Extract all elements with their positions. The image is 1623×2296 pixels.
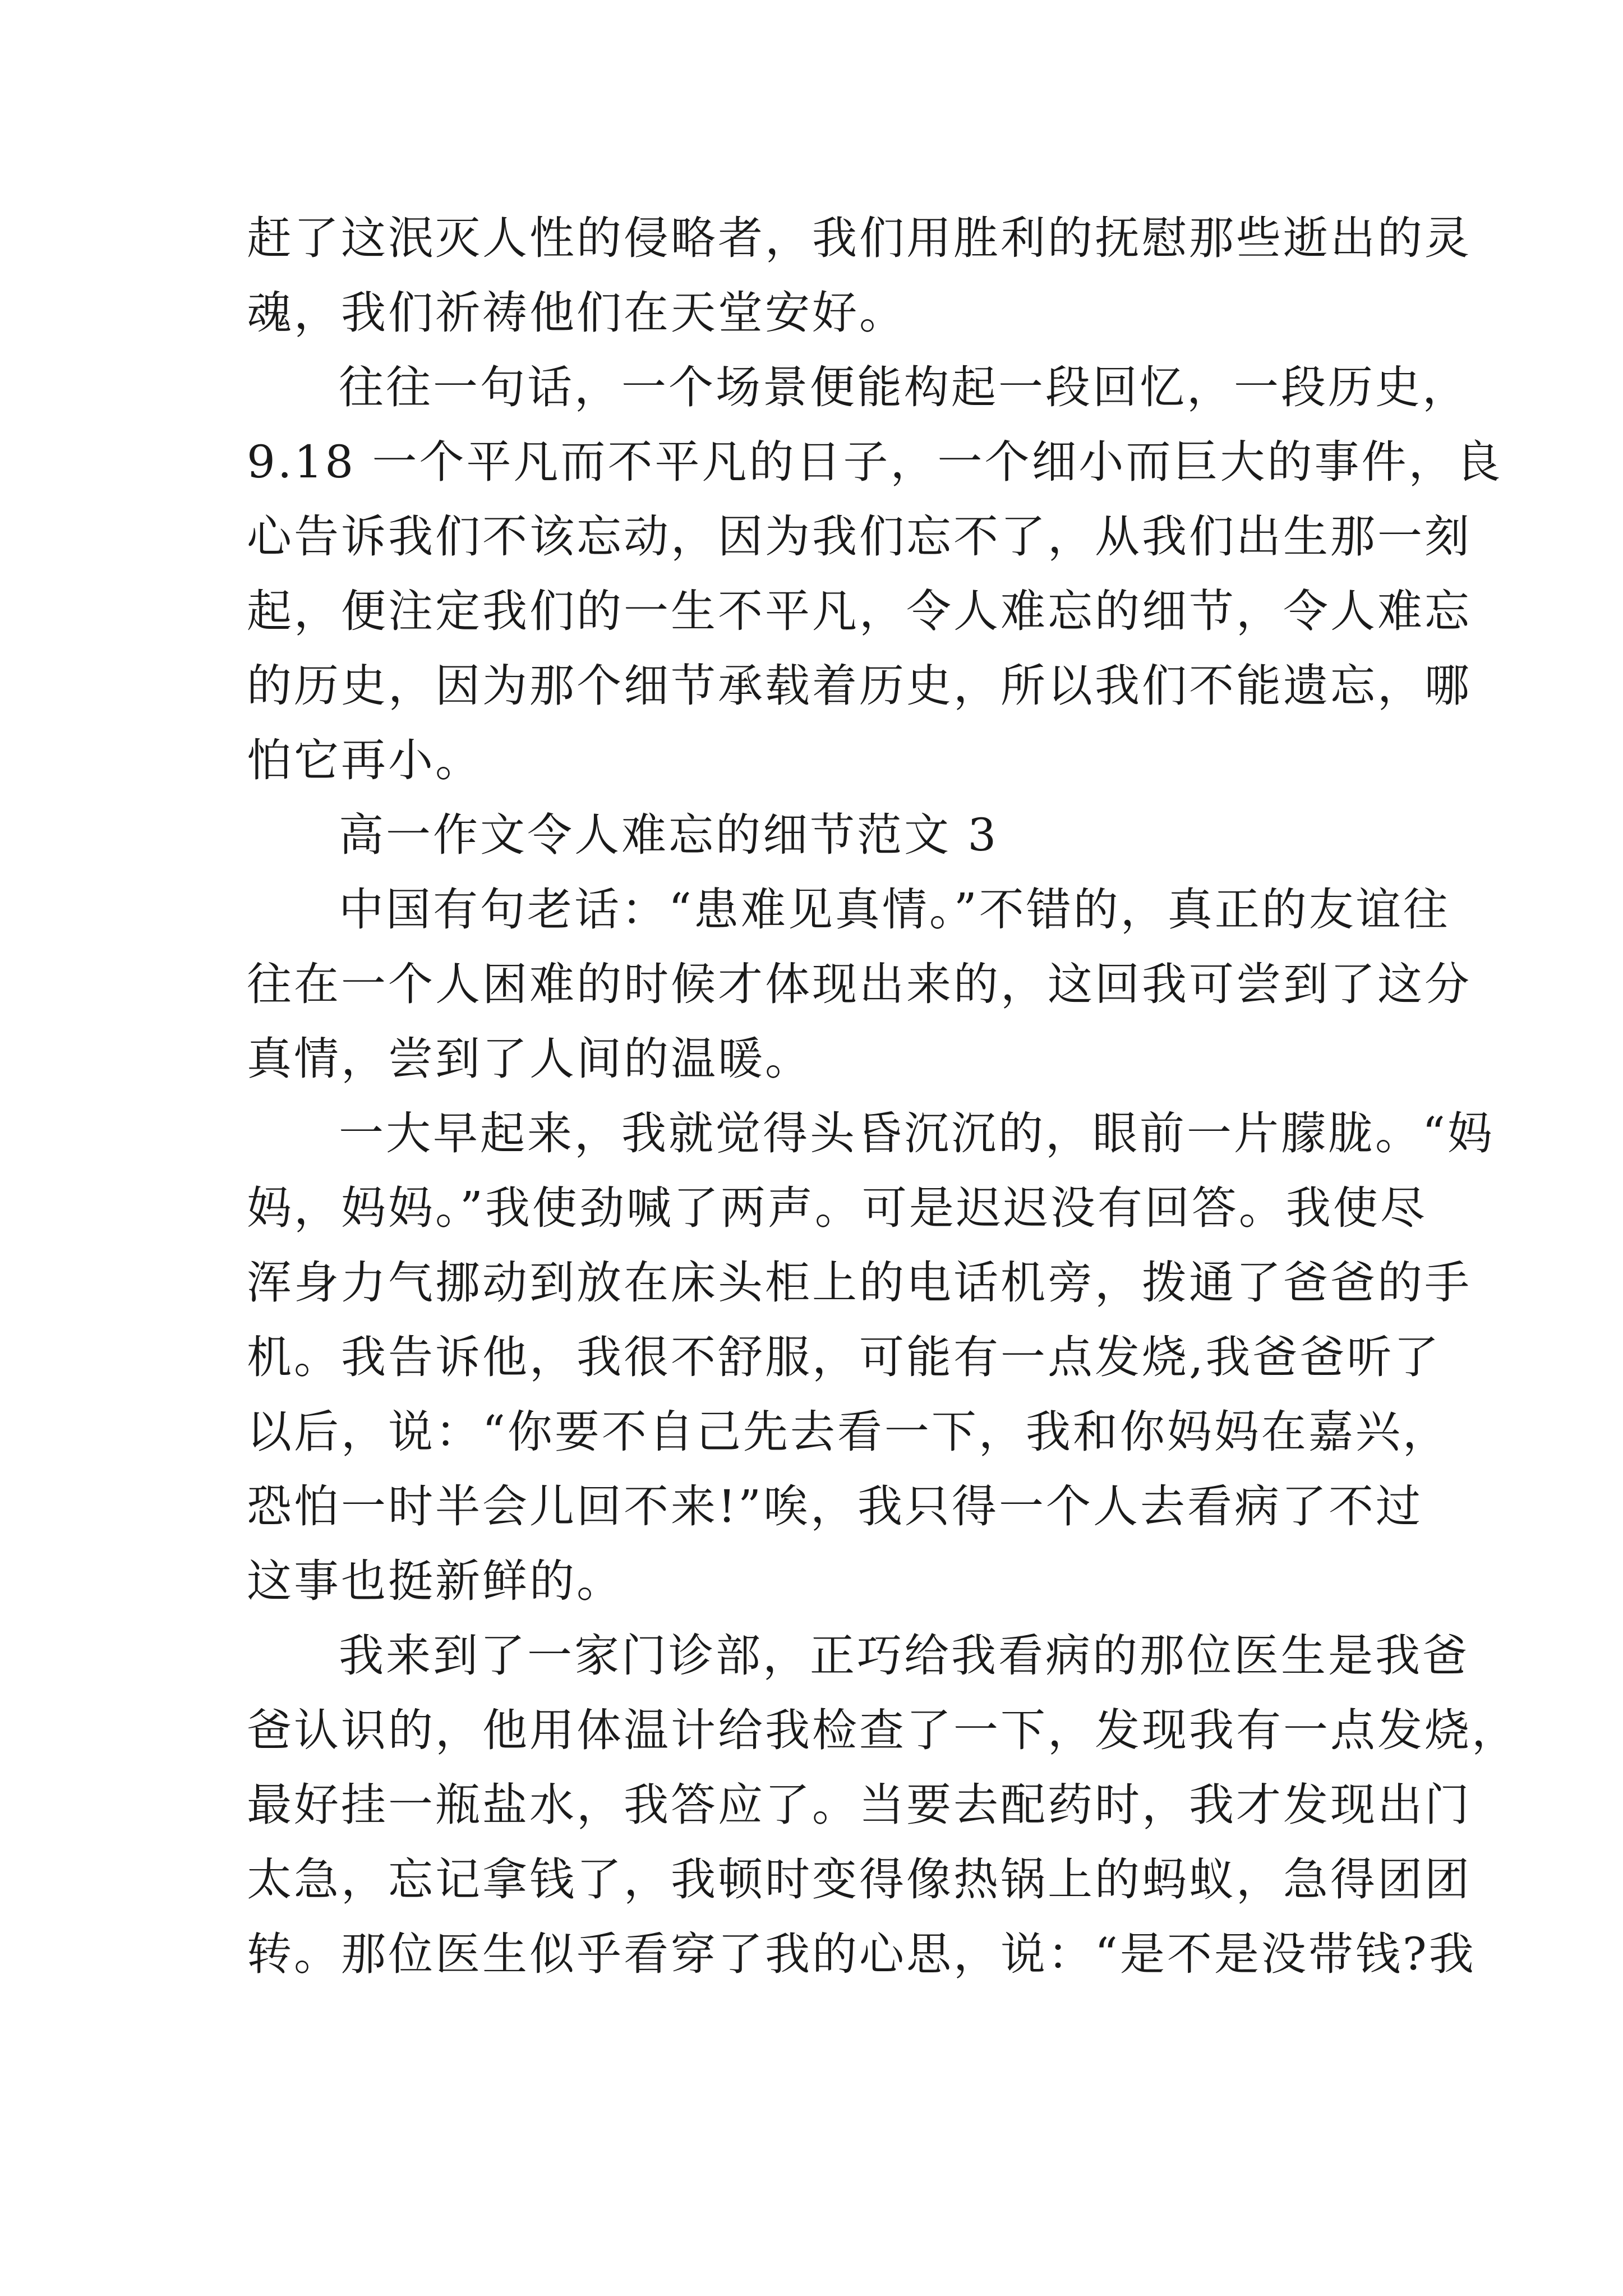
text-line: 往往一句话，一个场景便能构起一段回忆，一段历史， bbox=[339, 361, 1469, 413]
text-line: 爸认识的，他用体温计给我检查了一下，发现我有一点发烧， bbox=[247, 1704, 1519, 1756]
text-line: 浑身力气挪动到放在床头柜上的电话机旁，拨通了爸爸的手 bbox=[247, 1257, 1472, 1309]
text-line: 高一作文令人难忘的细节范文 3 bbox=[339, 809, 999, 861]
document-body bbox=[247, 201, 1519, 1991]
text-line: 9.18 一个平凡而不平凡的日子，一个细小而巨大的事件，良 bbox=[247, 436, 1503, 488]
text-line: 往在一个人困难的时候才体现出来的，这回我可尝到了这分 bbox=[247, 958, 1472, 1010]
text-line: 转。那位医生似乎看穿了我的心思，说：“是不是没带钱?我 bbox=[247, 1928, 1476, 1980]
text-line: 机。我告诉他，我很不舒服，可能有一点发烧,我爸爸听了 bbox=[247, 1331, 1441, 1383]
text-line: 我来到了一家门诊部，正巧给我看病的那位医生是我爸 bbox=[339, 1630, 1469, 1682]
text-line: 赶了这泯灭人性的侵略者，我们用胜利的抚慰那些逝出的灵 bbox=[247, 212, 1472, 264]
text-line: 起，便注定我们的一生不平凡，令人难忘的细节，令人难忘 bbox=[247, 585, 1472, 637]
text-line: 一大早起来，我就觉得头昏沉沉的，眼前一片朦胧。“妈 bbox=[339, 1107, 1495, 1159]
text-line: 这事也挺新鲜的。 bbox=[247, 1555, 624, 1607]
text-line: 最好挂一瓶盐水，我答应了。当要去配药时，我才发现出门 bbox=[247, 1779, 1472, 1831]
text-line: 以后，说：“你要不自己先去看一下，我和你妈妈在嘉兴， bbox=[247, 1406, 1450, 1458]
text-line: 真情，尝到了人间的温暖。 bbox=[247, 1033, 812, 1085]
text-line: 的历史，因为那个细节承载着历史，所以我们不能遗忘，哪 bbox=[247, 660, 1472, 712]
text-line: 太急，忘记拿钱了，我顿时变得像热锅上的蚂蚁，急得团团 bbox=[247, 1853, 1472, 1906]
text-line: 中国有句老话：“患难见真情。”不错的，真正的友谊往 bbox=[339, 884, 1450, 936]
text-line: 魂，我们祈祷他们在天堂安好。 bbox=[247, 287, 906, 339]
text-line: 恐怕一时半会儿回不来!”唉，我只得一个人去看病了不过 bbox=[247, 1480, 1423, 1533]
text-line: 妈，妈妈。”我使劲喊了两声。可是迟迟没有回答。我使尽 bbox=[247, 1182, 1427, 1234]
text-line: 心告诉我们不该忘动，因为我们忘不了，从我们出生那一刻 bbox=[247, 510, 1472, 563]
text-line: 怕它再小。 bbox=[247, 734, 482, 786]
